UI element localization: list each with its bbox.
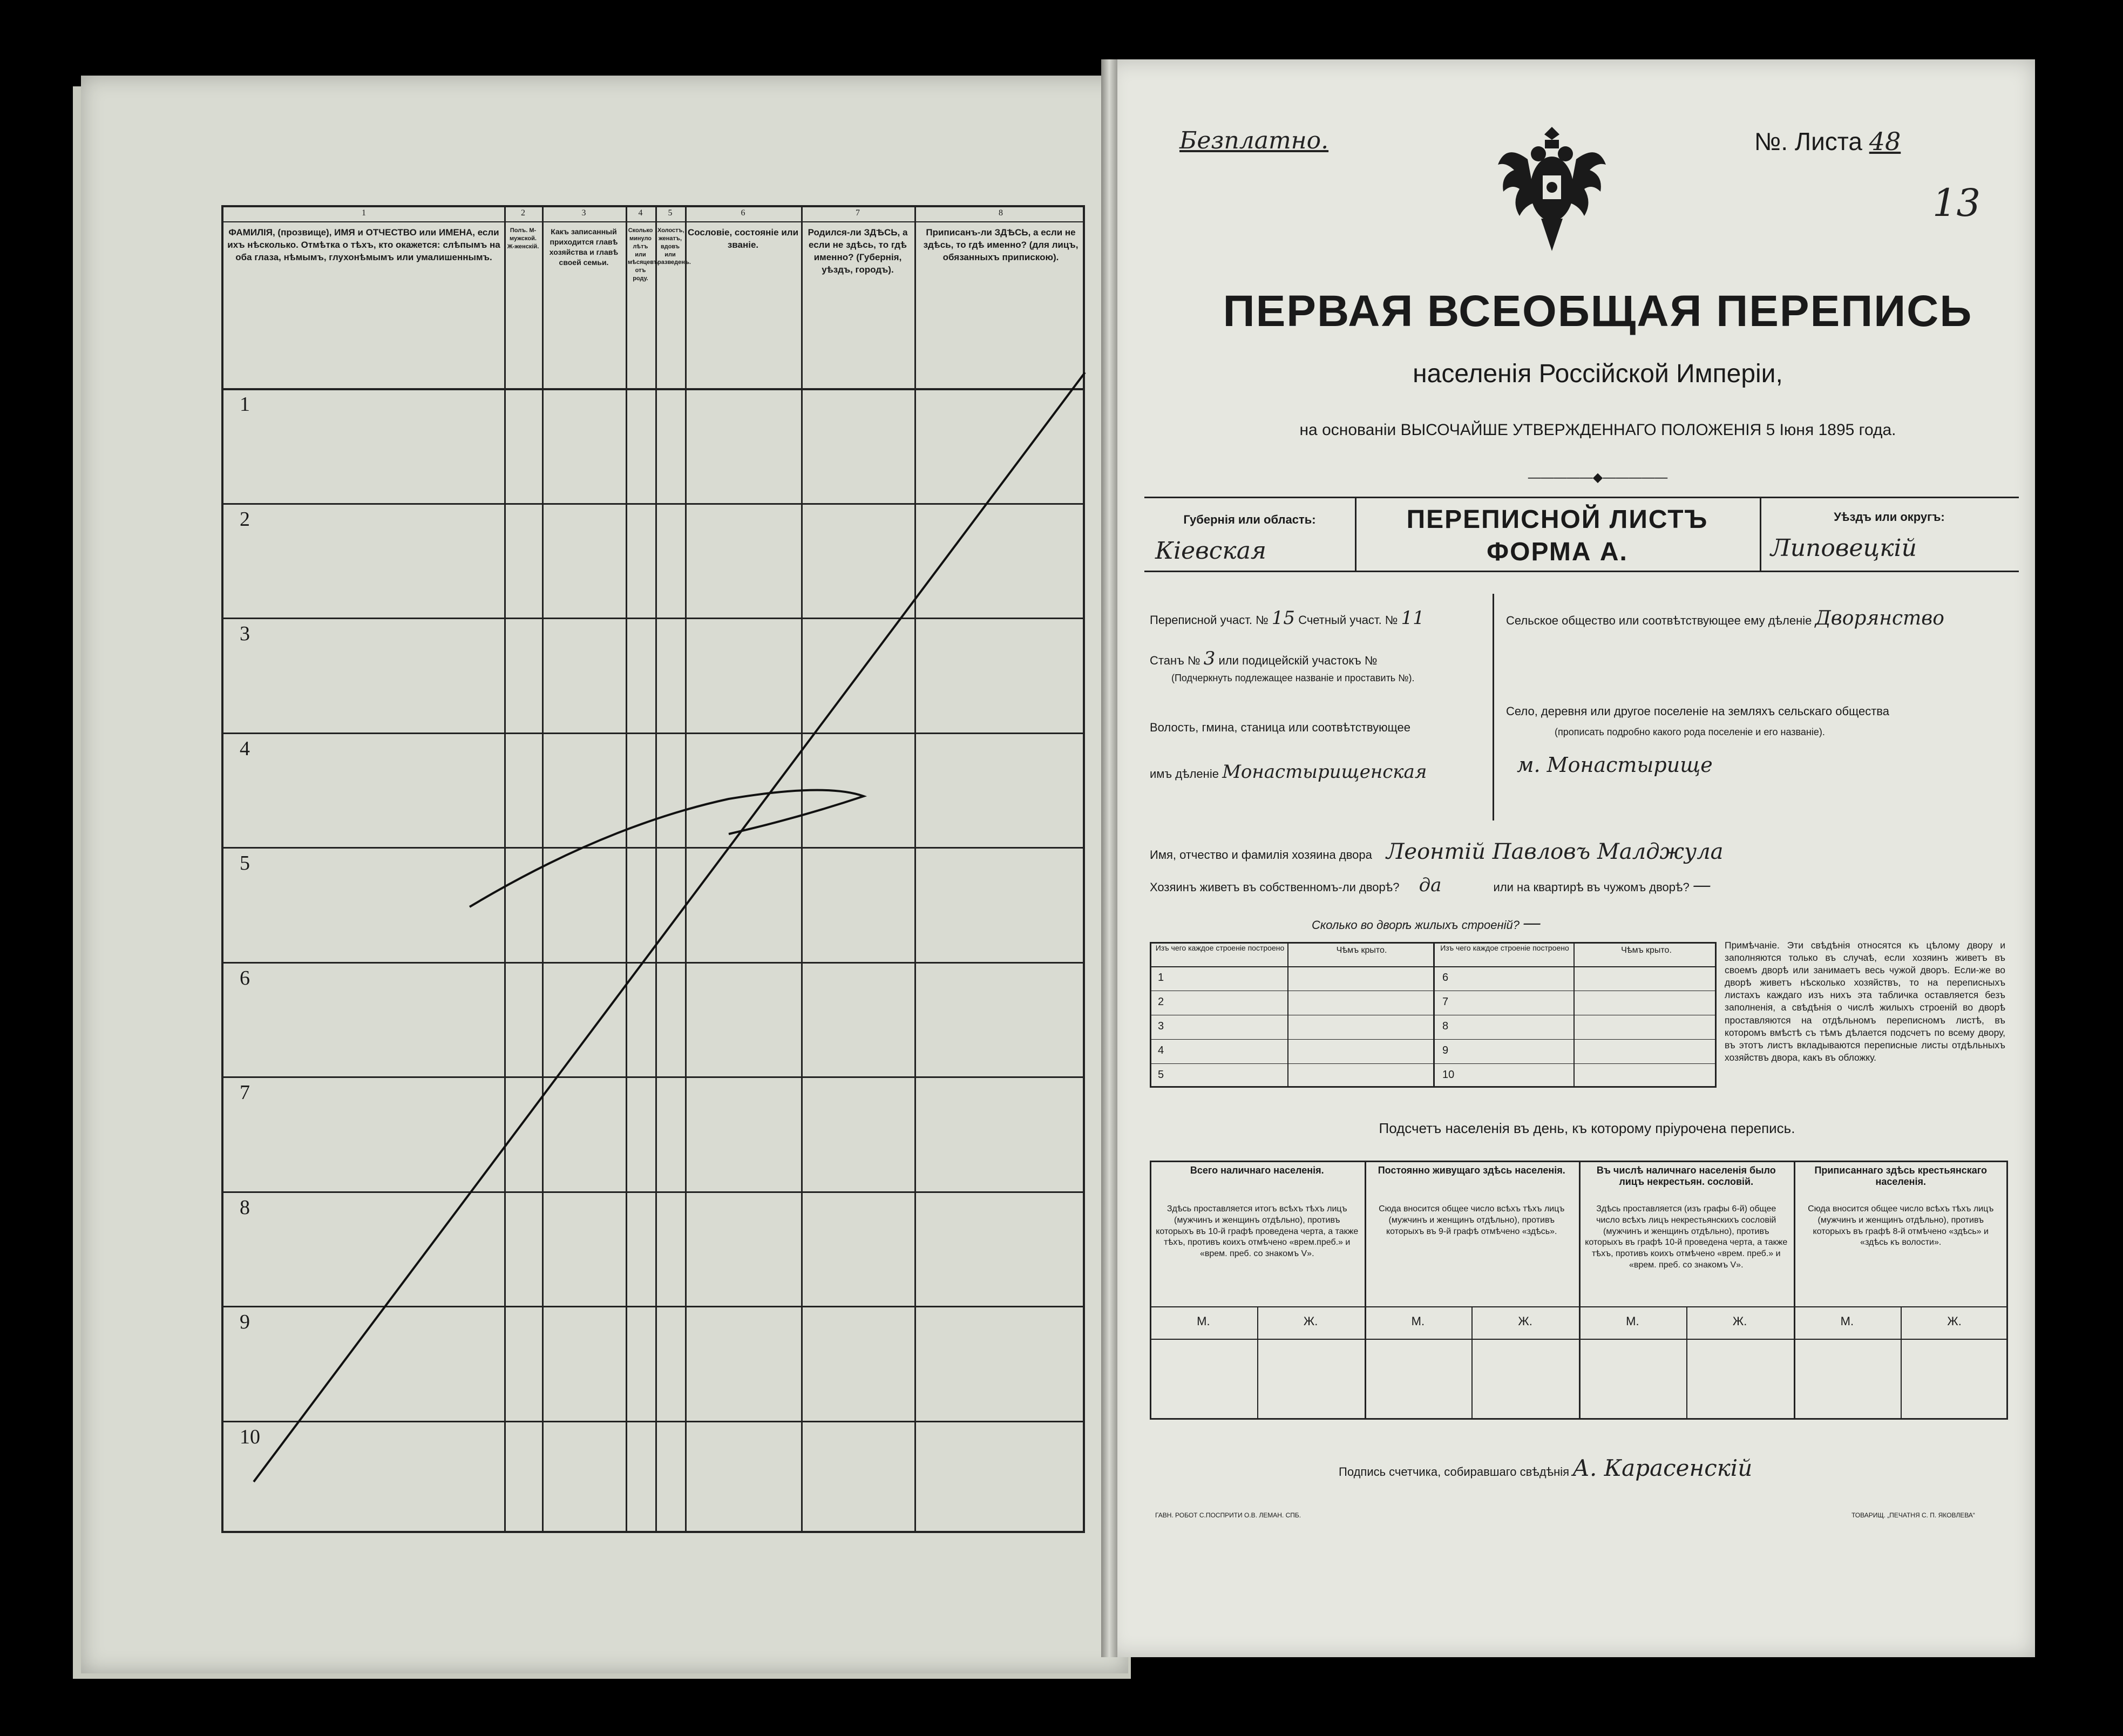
- male-label: М.: [1840, 1314, 1854, 1328]
- buildings-row-number: 1: [1158, 972, 1164, 984]
- printer-imprint-left: ГАВН. РОБОТ С.ПОСПРИТИ О.В. ЛЕМАН. СПБ.: [1155, 1511, 1301, 1519]
- column-number: 2: [521, 208, 525, 218]
- province-value: Кіевская: [1155, 537, 1267, 565]
- male-label: М.: [1197, 1314, 1210, 1328]
- row-number: 1: [240, 393, 250, 416]
- census-basis: на основаніи ВЫСОЧАЙШЕ УТВЕРЖДЕННАГО ПОЛОЖЕНІЯ 5 Іюня 1895 года.: [1299, 421, 1896, 439]
- corner-note: 13: [1932, 181, 1981, 225]
- own-yard-label: Хозяинъ живетъ въ собственномъ-ли дворѣ?: [1150, 880, 1400, 894]
- count-col-header: Въ числѣ наличнаго населенія было лицъ некрестьян. сословій.: [1596, 1165, 1776, 1187]
- stan-label: Станъ №: [1150, 654, 1200, 667]
- buildings-row-number: 4: [1158, 1045, 1164, 1056]
- owner-value: Леонтій Павловъ Малджула: [1386, 839, 1724, 864]
- buildings-row-number: 3: [1158, 1020, 1164, 1032]
- buildings-row-number: 2: [1158, 996, 1164, 1008]
- buildings-row-number: 10: [1442, 1069, 1455, 1081]
- bld-col2-right: Чѣмъ крыто.: [1621, 946, 1672, 955]
- signature-label: Подпись счетчика, собиравшаго свѣдѣнія: [1339, 1465, 1570, 1479]
- male-label: М.: [1411, 1314, 1425, 1328]
- column-number: 6: [741, 208, 745, 218]
- row-number: 10: [240, 1425, 260, 1448]
- column-header: ФАМИЛІЯ, (прозвище), ИМЯ и ОТЧЕСТВО или ИМЕНА, если ихъ нѣсколько. Отмѣтка о тѣхъ, кто окажется: слѣпымъ на оба глаза, нѣмымъ, глухонѣмымъ или умалишеннымъ.: [227, 227, 500, 262]
- census-section-label: Переписной участ. №: [1150, 613, 1269, 627]
- column-number: 8: [999, 208, 1003, 218]
- form-title-2: ФОРМА А.: [1487, 538, 1628, 566]
- society-value: Дворянство: [1815, 607, 1944, 629]
- buildings-row-number: 7: [1442, 996, 1449, 1008]
- district-value: Липовецкій: [1771, 534, 1917, 562]
- buildings-label: Сколько во дворѣ жилыхъ строеній?: [1312, 918, 1520, 932]
- column-header: Полъ. М-мужской. Ж-женскій.: [507, 227, 539, 250]
- buildings-row-number: 9: [1442, 1045, 1449, 1056]
- column-number: 5: [668, 208, 673, 218]
- count-section-value: 11: [1401, 607, 1425, 629]
- row-number: 5: [240, 852, 250, 874]
- count-title: Подсчетъ населенія въ день, къ которому пріурочена перепись.: [1379, 1120, 1795, 1136]
- row-number: 4: [240, 737, 250, 760]
- village-label: Село, деревня или другое поселеніе на земляхъ сельскаго общества: [1506, 704, 1889, 718]
- female-label: Ж.: [1303, 1314, 1318, 1328]
- count-col-header: Всего наличнаго населенія.: [1190, 1165, 1324, 1176]
- female-label: Ж.: [1732, 1314, 1747, 1328]
- count-col-description: Сюда вносится общее число всѣхъ тѣхъ лицъ (мужчинъ и женщинъ отдѣльно), противъ которыхъ въ графѣ 8-й отмѣчено «здѣсь» и «здѣсь къ волости».: [1808, 1204, 1994, 1247]
- province-label: Губернія или область:: [1183, 513, 1316, 526]
- rent-value: —: [1692, 874, 1711, 896]
- buildings-row-number: 8: [1442, 1020, 1449, 1032]
- free-label: Безплатно.: [1179, 127, 1329, 154]
- row-number: 7: [240, 1081, 250, 1104]
- female-label: Ж.: [1518, 1314, 1532, 1328]
- stan-value: 3: [1203, 648, 1216, 669]
- column-number: 1: [362, 208, 366, 218]
- male-label: М.: [1626, 1314, 1639, 1328]
- district-label: Уѣздъ или округъ:: [1834, 510, 1945, 524]
- column-header: Сколько минуло лѣтъ или мѣсяцевъ отъ роду.: [628, 227, 658, 282]
- village-value: м. Монастырище: [1517, 753, 1713, 777]
- column-number: 4: [638, 208, 643, 218]
- bld-col2-left: Чѣмъ крыто.: [1336, 946, 1387, 955]
- row-number: 9: [240, 1311, 250, 1333]
- census-section-value: 15: [1271, 607, 1295, 629]
- count-col-description: Сюда вносится общее число всѣхъ тѣхъ лицъ (мужчинъ и женщинъ отдѣльно), противъ которыхъ въ 9-й графѣ отмѣчено «здѣсь».: [1379, 1204, 1565, 1236]
- column-header: Холостъ, женатъ, вдовъ или разведенъ.: [657, 227, 691, 266]
- ornament-divider: —————◆—————: [1528, 470, 1668, 485]
- stan-label-2: или подицейскій участокъ №: [1218, 654, 1378, 667]
- column-header: Приписанъ-ли ЗДѢСЬ, а если не здѣсь, то гдѣ именно? (для лицъ, обязанныхъ припискою).: [923, 227, 1079, 262]
- count-col-header: Постоянно живущаго здѣсь населенія.: [1378, 1165, 1565, 1176]
- column-header: Родился-ли ЗДѢСЬ, а если не здѣсь, то гдѣ именно? (Губернія, уѣздъ, городъ).: [808, 227, 908, 275]
- column-number: 3: [581, 208, 586, 218]
- stan-note: (Подчеркнуть подлежащее названіе и проставить №).: [1171, 673, 1415, 683]
- signature-value: А. Карасенскій: [1572, 1455, 1753, 1481]
- row-number: 3: [240, 622, 250, 645]
- buildings-row-number: 6: [1442, 972, 1449, 984]
- count-section-label: Счетный участ. №: [1298, 613, 1398, 627]
- society-label: Сельское общество или соотвѣтствующее ему дѣленіе: [1506, 614, 1812, 627]
- volost-label-2: имъ дѣленіе: [1150, 767, 1219, 781]
- volost-label: Волость, гмина, станица или соотвѣтствующее: [1150, 721, 1410, 734]
- count-col-header: Приписаннаго здѣсь крестьянскаго населенія.: [1814, 1165, 1988, 1187]
- bld-col1-left: Изъ чего каждое строеніе построено: [1155, 944, 1285, 952]
- village-note: (прописать подробно какого рода поселеніе и его названіе).: [1555, 727, 1825, 737]
- printer-imprint-right: ТОВАРИЩ. „ПЕЧАТНЯ С. П. ЯКОВЛЕВА“: [1851, 1511, 1975, 1519]
- count-col-description: Здѣсь проставляется (изъ графы 6-й) общее число всѣхъ лицъ некрестьянскихъ сословій (мужчинъ и женщинъ отдѣльно), противъ которыхъ въ графѣ 10-й проведена черта, а также тѣхъ, противъ коихъ отмѣчено «врем. преб.» и «врем. преб. со знакомъ V».: [1585, 1204, 1788, 1270]
- row-number: 8: [240, 1196, 250, 1219]
- buildings-value: —: [1523, 912, 1542, 934]
- buildings-note: Примѣчаніе. Эти свѣдѣнія относятся къ цѣлому двору и заполняются только въ случаѣ, если хозяинъ живетъ въ своемъ дворѣ или занимаетъ весь чужой дворъ. Если-же во дворѣ живетъ нѣсколько хозяйствъ, то на переписныхъ листахъ каждаго изъ нихъ эта табличка оставляется безъ заполненія, а свѣдѣнія о числѣ жилыхъ строеній во дворѣ проставляются на отдѣльномъ переписномъ листѣ, въ которомъ вмѣстѣ съ тѣмъ дѣлается подсчетъ по всему двору, въ этотъ листъ вкладываются переписные листы отдѣльныхъ хозяйствъ двора, какъ въ обложку.: [1725, 940, 2005, 1063]
- column-number: 7: [856, 208, 860, 218]
- owner-label: Имя, отчество и фамилія хозяина двора: [1150, 848, 1372, 862]
- bld-col1-right: Изъ чего каждое строеніе построено: [1440, 944, 1569, 952]
- rent-label: или на квартирѣ въ чужомъ дворѣ?: [1493, 880, 1690, 894]
- sheet-label: №. Листа: [1754, 127, 1862, 155]
- column-header: Сословіе, состояніе или званіе.: [687, 227, 799, 250]
- census-subtitle: населенія Россійской Имперіи,: [1413, 360, 1783, 388]
- row-number: 6: [240, 966, 250, 989]
- buildings-row-number: 5: [1158, 1069, 1164, 1081]
- sheet-number-value: 48: [1869, 127, 1901, 156]
- count-col-description: Здѣсь проставляется итогъ всѣхъ тѣхъ лицъ (мужчинъ и женщинъ отдѣльно), противъ которыхъ въ 10-й графѣ проведена черта, а также тѣхъ, противъ коихъ отмѣчено «врем.преб.» и «врем. преб. со знакомъ V».: [1156, 1204, 1359, 1259]
- form-title-1: ПЕРЕПИСНОЙ ЛИСТЪ: [1406, 505, 1708, 534]
- row-number: 2: [240, 507, 250, 531]
- female-label: Ж.: [1947, 1314, 1962, 1328]
- volost-value: Монастырищенская: [1222, 761, 1427, 783]
- column-header: Какъ записанный приходится главѣ хозяйства и главѣ своей семьи.: [549, 227, 619, 267]
- census-title: ПЕРВАЯ ВСЕОБЩАЯ ПЕРЕПИСЬ: [1223, 287, 1973, 336]
- own-yard-value: да: [1419, 874, 1442, 896]
